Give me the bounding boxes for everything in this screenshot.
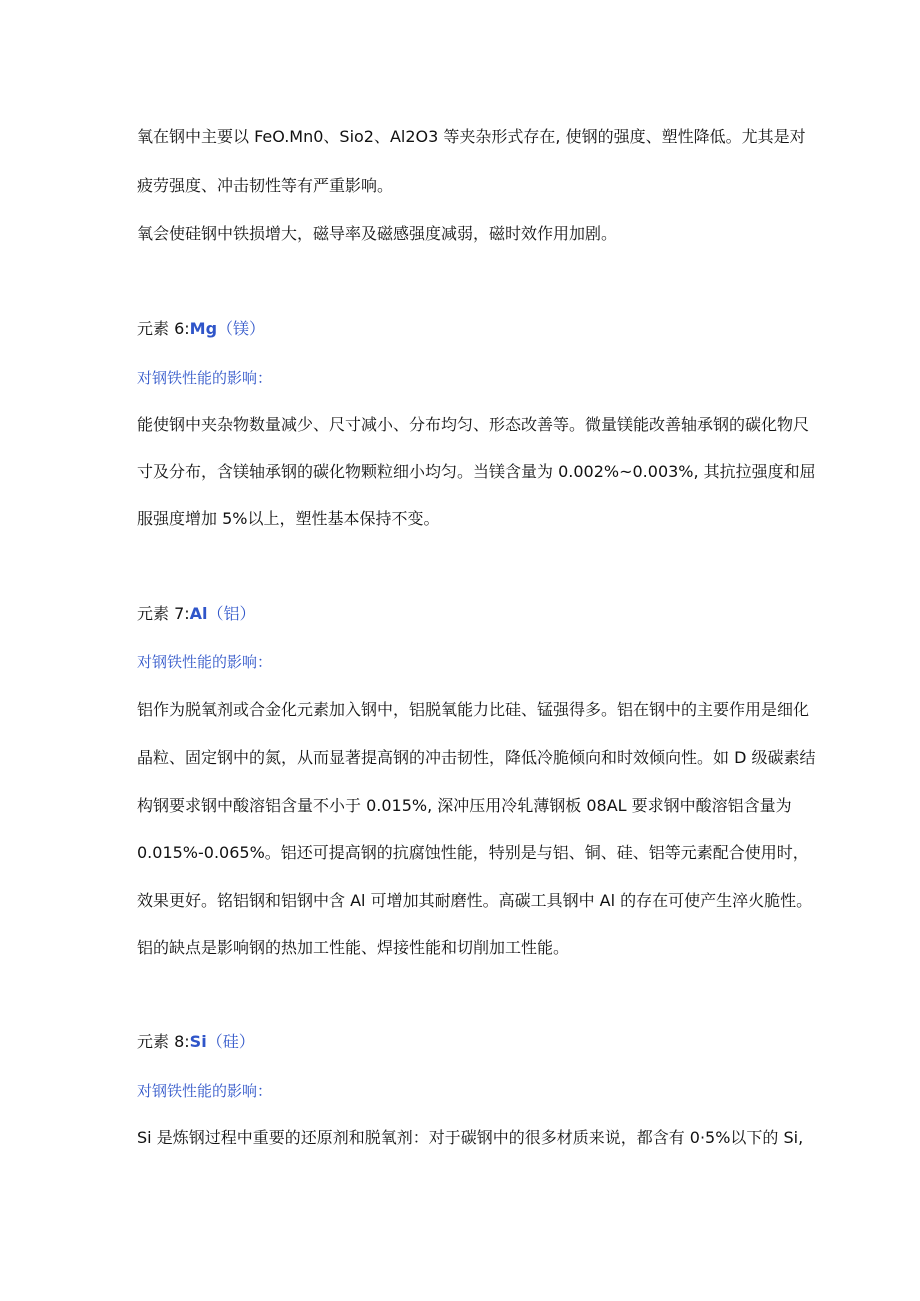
heading-prefix: 元素 6:: [137, 319, 190, 338]
element-symbol: Si: [189, 1032, 207, 1051]
element-name: （铝）: [207, 604, 256, 623]
paragraph-line: 能使钢中夹杂物数量减少、尺寸减小、分布均匀、形态改善等。微量镁能改善轴承钢的碳化物尺: [137, 415, 810, 434]
paragraph-line: 铝的缺点是影响钢的热加工性能、焊接性能和切削加工性能。: [137, 938, 570, 957]
paragraph-line: Si 是炼钢过程中重要的还原剂和脱氧剂：对于碳钢中的很多材质来说，都含有 0·5%以下的 Si,: [137, 1128, 804, 1147]
subheading: 对钢铁性能的影响：: [137, 1082, 273, 1100]
paragraph-line: 寸及分布，含镁轴承钢的碳化物颗粒细小均匀。当镁含量为 0.002%~0.003%, 其抗拉强度和屈: [137, 462, 816, 481]
paragraph-line: 晶粒、固定钢中的氮，从而显著提高钢的冲击韧性，降低冷脆倾向和时效倾向性。如 D 级碳素结: [137, 748, 816, 767]
paragraph-line: 服强度增加 5%以上，塑性基本保持不变。: [137, 509, 440, 528]
element-heading-mg: [137, 319, 265, 339]
element-name: （镁）: [217, 319, 266, 338]
subheading: 对钢铁性能的影响：: [137, 653, 273, 671]
paragraph-line: 疲劳强度、冲击韧性等有严重影响。: [137, 176, 394, 195]
paragraph-line: 氧在钢中主要以 FeO.Mn0、Sio2、Al2O3 等夹杂形式存在, 使钢的强度、塑性降低。尤其是对: [137, 127, 806, 146]
paragraph-line: 构钢要求钢中酸溶铝含量不小于 0.015%, 深冲压用冷轧薄钢板 08AL 要求钢中酸溶铝含量为: [137, 796, 792, 815]
element-symbol: Al: [189, 604, 208, 623]
paragraph-line: 效果更好。铭铝钢和铝钢中含 Al 可增加其耐磨性。高碳工具钢中 Al 的存在可使产生淬火脆性。: [137, 891, 813, 910]
element-name: （硅）: [206, 1032, 255, 1051]
element-symbol: Mg: [189, 319, 218, 338]
paragraph-line: 0.015%-0.065%。铝还可提高钢的抗腐蚀性能，特别是与铝、铜、硅、铝等元素配合使用时，: [137, 843, 809, 862]
paragraph-line: 铝作为脱氧剂或合金化元素加入钢中，铝脱氧能力比硅、锰强得多。铝在钢中的主要作用是细化: [137, 700, 810, 719]
element-heading-al: [137, 604, 256, 624]
paragraph-line: 氧会使硅钢中铁损增大，磁导率及磁感强度减弱，磁时效作用加剧。: [137, 224, 618, 243]
heading-prefix: 元素 8:: [137, 1032, 190, 1051]
element-heading-si: [137, 1032, 255, 1052]
subheading: 对钢铁性能的影响：: [137, 369, 273, 387]
heading-prefix: 元素 7:: [137, 604, 190, 623]
